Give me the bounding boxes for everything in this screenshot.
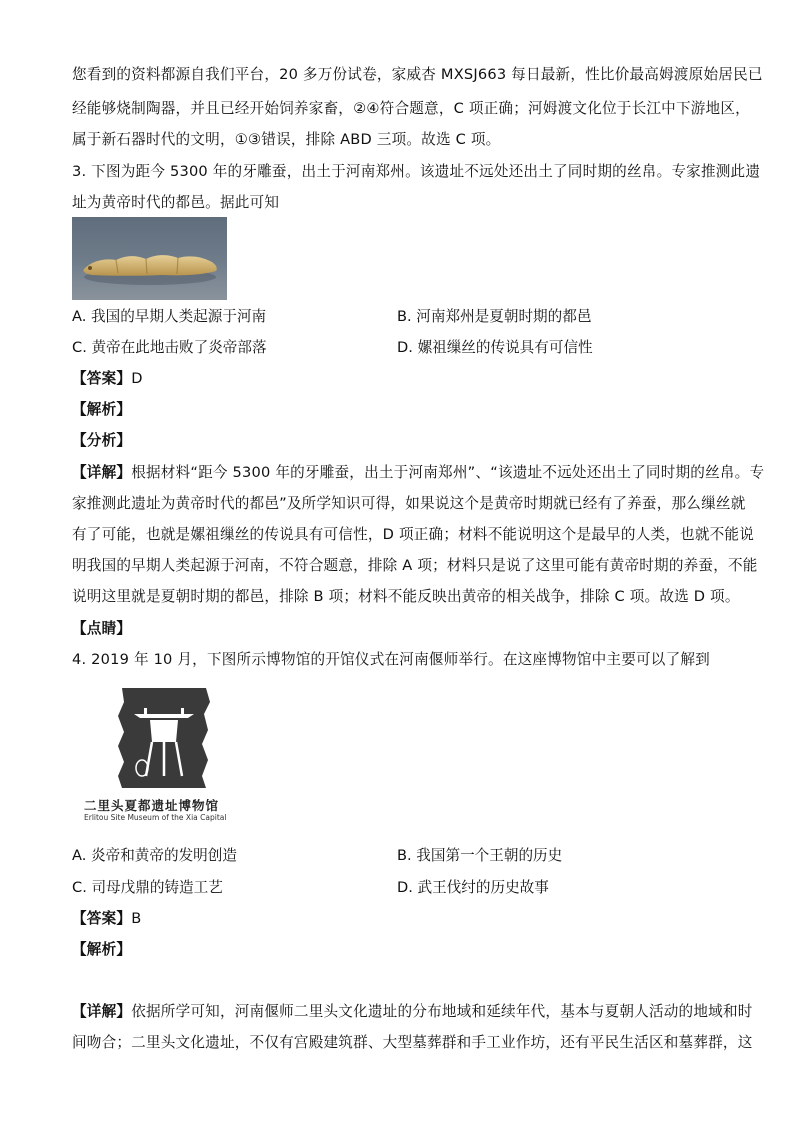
- q4-option-d: D. 武王伐纣的历史故事: [397, 879, 549, 896]
- q3-detail-line-4: 明我国的早期人类起源于河南，不符合题意，排除 A 项；材料只是说了这里可能有黄帝时期的养蚕，不能: [72, 557, 758, 574]
- q3-analysis-label: 【解析】: [72, 401, 132, 418]
- intro-line-1: 您看到的资料都源自我们平台，20 多万份试卷，家威杏 MXSJ663 每日最新，性比价最高姆渡原始居民已: [72, 66, 763, 83]
- museum-name-cn: 二里头夏都遗址博物馆: [84, 798, 220, 813]
- q4-detail-label: 【详解】: [72, 1003, 132, 1020]
- q4-answer-label: 【答案】: [72, 910, 132, 927]
- q4-option-c: C. 司母戊鼎的铸造工艺: [72, 879, 223, 896]
- q3-answer-value: D: [131, 370, 143, 387]
- q4-detail-line-2: 间吻合；二里头文化遗址，不仅有宫殿建筑群、大型墓葬群和手工业作坊，还有平民生活区和墓葬群，这: [72, 1034, 753, 1051]
- q3-answer: [72, 369, 732, 389]
- q4-analysis-label: 【解析】: [72, 941, 132, 958]
- q4-answer: [72, 909, 732, 929]
- q4-option-a: A. 炎帝和黄帝的发明创造: [72, 847, 237, 864]
- q3-detail-line-1: [72, 463, 765, 483]
- q4-stem: 4. 2019 年 10 月，下图所示博物馆的开馆仪式在河南偃师举行。在这座博物馆中主要可以了解到: [72, 651, 710, 668]
- museum-name-en: Erlitou Site Museum of the Xia Capital: [84, 813, 227, 822]
- q3-fenxi-label: 【分析】: [72, 432, 132, 449]
- q3-detail-line-2: 家推测此遗址为黄帝时代的都邑”及所学知识可得，如果说这个是黄帝时期就已经有了养蚕，那么缫丝就: [72, 495, 746, 512]
- q3-detail-line-5: 说明这里就是夏朝时期的都邑，排除 B 项；材料不能反映出黄帝的相关战争，排除 C 项。故选 D 项。: [72, 588, 740, 605]
- q3-answer-label: 【答案】: [72, 370, 132, 387]
- q3-option-a: A. 我国的早期人类起源于河南: [72, 308, 267, 325]
- intro-line-2: 经能够烧制陶器，并且已经开始饲养家畜，②④符合题意，C 项正确；河姆渡文化位于长江中下游地区，: [72, 100, 750, 117]
- q4-option-b: B. 我国第一个王朝的历史: [397, 847, 563, 864]
- q3-option-d: D. 嫘祖缫丝的传说具有可信性: [397, 339, 593, 356]
- q3-detail-text-1: 根据材料“距今 5300 年的牙雕蚕，出土于河南郑州”、“该遗址不远处还出土了同时期的丝帛。专: [131, 464, 765, 481]
- q3-detail-label: 【详解】: [72, 464, 132, 481]
- q4-detail-text-1: 依据所学可知，河南偃师二里头文化遗址的分布地域和延续年代，基本与夏朝人活动的地域和时: [131, 1003, 753, 1020]
- q3-detail-line-3: 有了可能，也就是嫘祖缫丝的传说具有可信性，D 项正确；材料不能说明这个是最早的人类，也就不能说: [72, 526, 754, 543]
- ivory-silkworm-photo: [72, 217, 227, 300]
- q4-answer-value: B: [131, 910, 142, 927]
- q4-detail-line-1: [72, 1002, 753, 1022]
- intro-line-3: 属于新石器时代的文明，①③错误，排除 ABD 三项。故选 C 项。: [72, 131, 501, 148]
- q3-dianjing-label: 【点睛】: [72, 620, 132, 637]
- q3-option-c: C. 黄帝在此地击败了炎帝部落: [72, 339, 267, 356]
- q3-option-b: B. 河南郑州是夏朝时期的都邑: [397, 308, 592, 325]
- q3-stem-line-2: 址为黄帝时代的都邑。据此可知: [72, 194, 280, 211]
- q3-stem-line-1: 3. 下图为距今 5300 年的牙雕蚕，出土于河南郑州。该遗址不远处还出土了同时期的丝帛。专家推测此遗: [72, 163, 761, 180]
